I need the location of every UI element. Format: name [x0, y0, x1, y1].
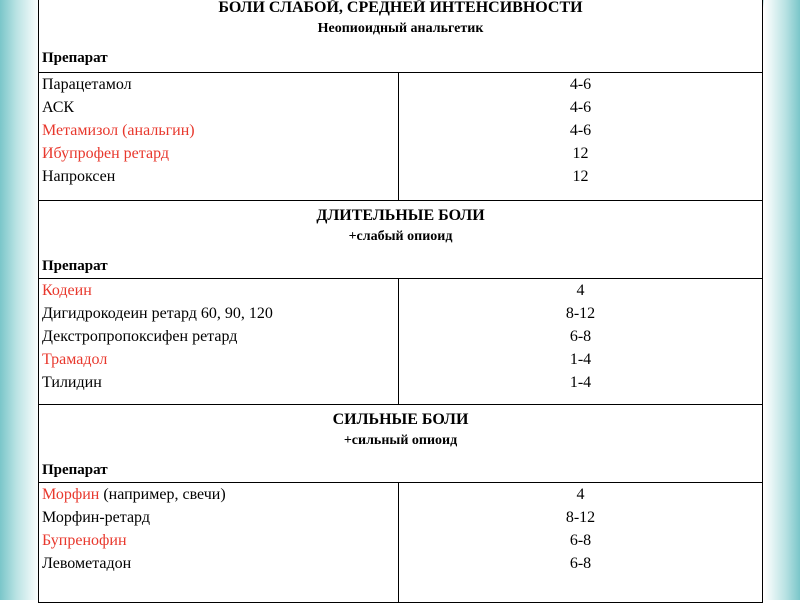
- drug-value: 8-12: [565, 305, 596, 322]
- section-header: [39, 405, 763, 483]
- slide-left-edge: [0, 0, 40, 600]
- section-header-row: [39, 201, 763, 279]
- drug-name: АСК: [42, 99, 75, 116]
- drug-name: Морфин: [42, 486, 100, 503]
- drug-name: Тилидин: [42, 374, 102, 391]
- section-header: [39, 0, 763, 73]
- section-title: БОЛИ СЛАБОЙ, СРЕДНЕЙ ИНТЕНСИВНОСТИ: [218, 0, 583, 16]
- drug-values-cell: [399, 279, 763, 405]
- drug-name: Дигидрокодеин ретард 60, 90, 120: [42, 305, 273, 322]
- drug-value: 6-8: [569, 555, 592, 572]
- section-subtitle: +слабый опиоид: [348, 229, 453, 244]
- section-header-row: [39, 405, 763, 483]
- drug-names-cell: [39, 483, 399, 603]
- drug-value: 6-8: [569, 328, 592, 345]
- drug-value: 6-8: [569, 532, 592, 549]
- section-title: СИЛЬНЫЕ БОЛИ: [332, 411, 469, 428]
- analgesic-table: [38, 0, 763, 603]
- drug-value: 4: [576, 282, 585, 299]
- drug-name: Трамадол: [42, 351, 108, 368]
- drug-values-cell: [399, 73, 763, 201]
- table-row: [39, 279, 763, 405]
- drug-name: Метамизол (анальгин): [42, 122, 195, 139]
- drug-values-cell: [399, 483, 763, 603]
- section-subtitle: Неопиоидный анальгетик: [317, 21, 484, 36]
- section-header: [39, 201, 763, 279]
- slide-right-edge: [764, 0, 800, 600]
- drug-name-line: [42, 483, 395, 506]
- column-label: Препарат: [42, 258, 108, 274]
- section-title: ДЛИТЕЛЬНЫЕ БОЛИ: [316, 207, 485, 224]
- drug-name: Кодеин: [42, 282, 92, 299]
- drug-value: 4-6: [569, 122, 592, 139]
- drug-name: Декстропропоксифен ретард: [42, 328, 238, 345]
- drug-value: 12: [572, 168, 589, 185]
- drug-name: Напроксен: [42, 168, 116, 185]
- section-header-row: [39, 0, 763, 73]
- drug-value: 1-4: [569, 374, 592, 391]
- drug-value: 8-12: [565, 509, 596, 526]
- drug-value: 4: [576, 486, 585, 503]
- drug-name: Парацетамол: [42, 76, 132, 93]
- drug-value: 4-6: [569, 76, 592, 93]
- drug-value: 12: [572, 145, 589, 162]
- drug-names-cell: [39, 73, 399, 201]
- table-row: [39, 73, 763, 201]
- column-label: Препарат: [42, 50, 108, 66]
- drug-value: 4-6: [569, 99, 592, 116]
- drug-name-note: (например, свечи): [99, 486, 226, 503]
- column-label: Препарат: [42, 462, 108, 478]
- drug-name: Бупренофин: [42, 532, 127, 549]
- drug-name: Морфин-ретард: [42, 509, 150, 526]
- table-row: [39, 483, 763, 603]
- drug-name: Ибупрофен ретард: [42, 145, 169, 162]
- drug-name: Левометадон: [42, 555, 132, 572]
- section-subtitle: +сильный опиоид: [343, 433, 458, 448]
- drug-value: 1-4: [569, 351, 592, 368]
- drug-names-cell: [39, 279, 399, 405]
